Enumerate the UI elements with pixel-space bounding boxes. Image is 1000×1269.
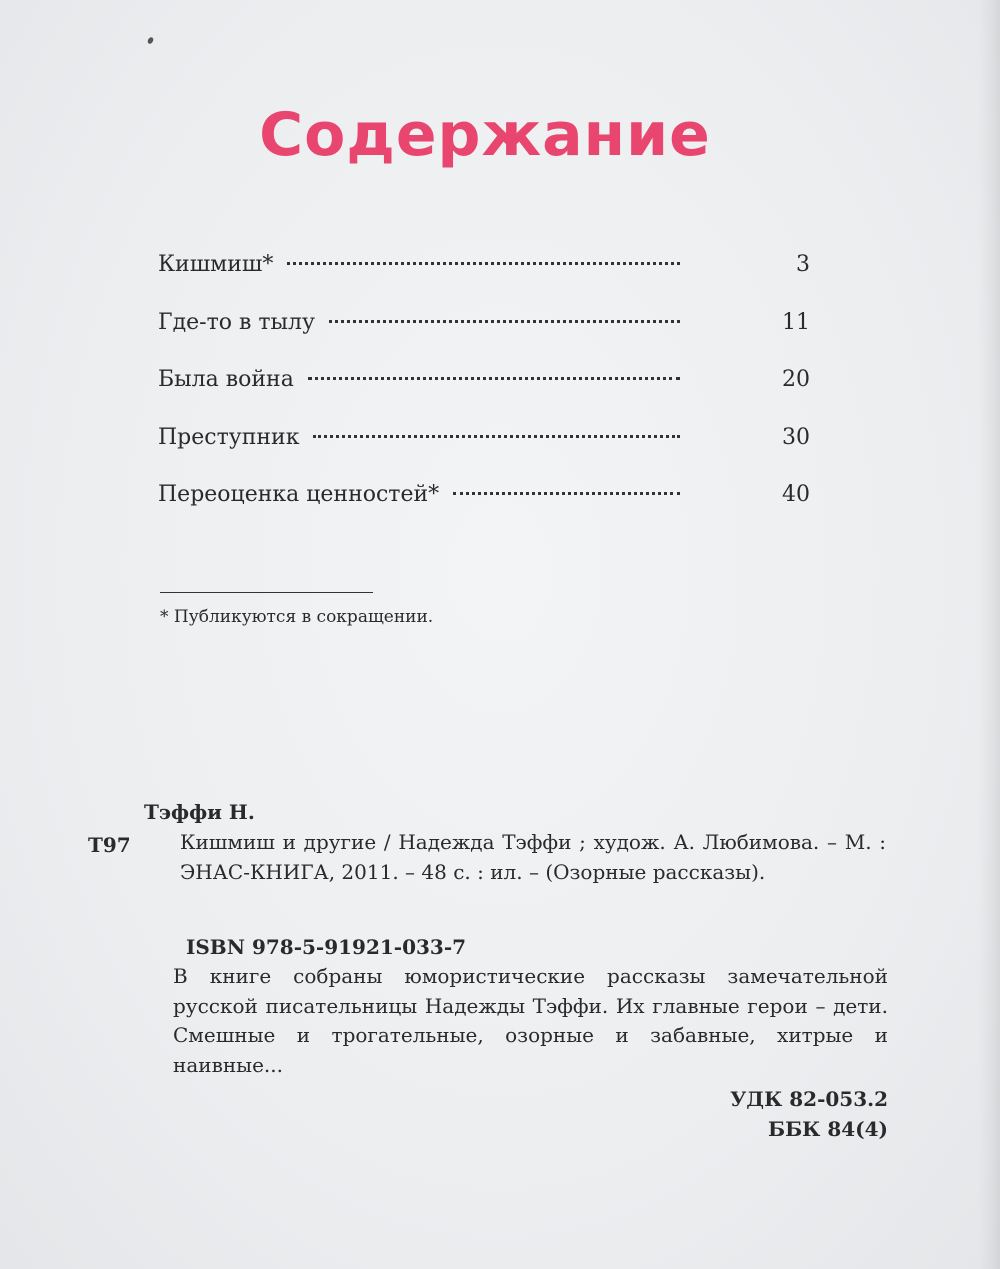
page-edge-shadow bbox=[978, 0, 1000, 1269]
toc-entry-page: 11 bbox=[782, 309, 810, 335]
toc-entry[interactable] bbox=[158, 363, 810, 421]
toc-entry-title: Кишмиш* bbox=[158, 252, 274, 277]
toc-entry[interactable] bbox=[158, 306, 810, 364]
toc-entry-page: 30 bbox=[782, 424, 810, 450]
toc-dot-leader bbox=[453, 492, 680, 495]
paper-speck bbox=[147, 36, 155, 45]
page-title: Содержание bbox=[259, 100, 711, 170]
catalog-isbn: ISBN 978-5-91921-033-7 bbox=[186, 935, 467, 959]
toc-dot-leader bbox=[308, 377, 680, 380]
catalog-author: Тэффи Н. bbox=[144, 800, 255, 824]
toc-dot-leader bbox=[329, 320, 680, 323]
toc-entry-page: 3 bbox=[796, 252, 810, 277]
toc-entry-title: Переоценка ценностей* bbox=[158, 482, 440, 507]
footnote: * Публикуются в сокращении. bbox=[160, 607, 434, 627]
toc-entry-title: Где-то в тылу bbox=[158, 309, 315, 335]
catalog-index: Т97 bbox=[88, 833, 131, 857]
catalog-bbk: ББК 84(4) bbox=[767, 1117, 888, 1141]
toc-entry[interactable] bbox=[158, 248, 810, 306]
toc-entry-page: 20 bbox=[782, 367, 810, 392]
toc-entry[interactable] bbox=[158, 421, 810, 479]
toc-entry[interactable] bbox=[158, 478, 810, 536]
toc-dot-leader bbox=[287, 262, 680, 265]
toc-dot-leader bbox=[313, 435, 680, 438]
catalog-udk: УДК 82-053.2 bbox=[730, 1087, 888, 1111]
toc-entry-title: Была война bbox=[158, 367, 294, 392]
catalog-annotation: В книге собраны юмористические рассказы замечательной русской писательницы Надежды Тэффи. Их главные герои – дети. Смешные и трогательные, озорные и забавные, хитрые и наивные... bbox=[173, 964, 888, 1077]
table-of-contents bbox=[158, 248, 810, 536]
toc-entry-title: Преступник bbox=[158, 424, 300, 450]
catalog-description: Кишмиш и другие / Надежда Тэффи ; худож. А. Любимова. – М. : ЭНАС-КНИГА, 2011. – 48 с. : ил. – (Озорные рассказы). bbox=[180, 830, 886, 884]
toc-entry-page: 40 bbox=[782, 482, 810, 507]
footnote-divider bbox=[160, 592, 373, 593]
